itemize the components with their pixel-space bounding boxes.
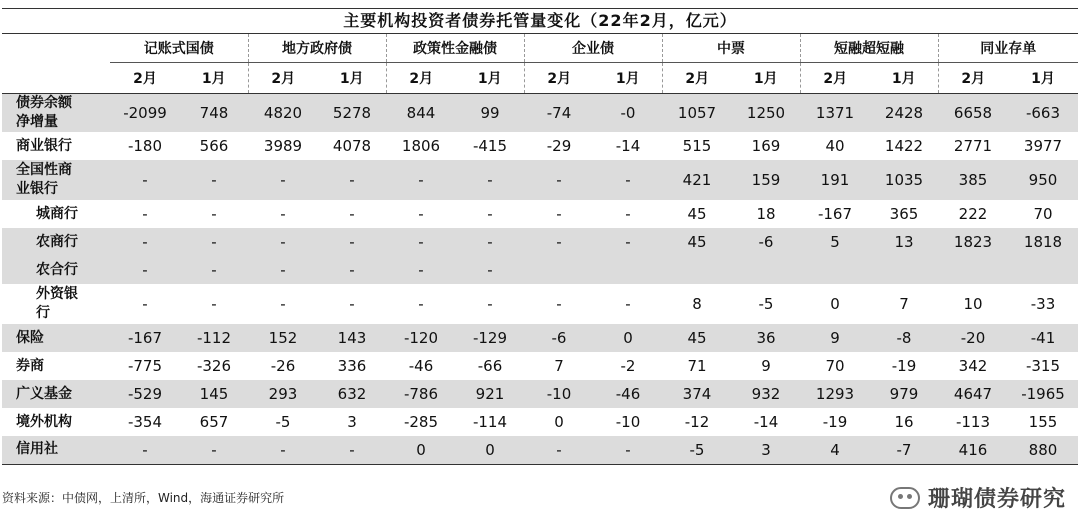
table-cell: -315 bbox=[1025, 357, 1061, 375]
table-cell: 7 bbox=[899, 295, 909, 313]
table-cell: -8 bbox=[870, 324, 938, 352]
group-header: 地方政府债 bbox=[248, 34, 386, 63]
table-row bbox=[2, 160, 1078, 200]
table-cell: 880 bbox=[1008, 436, 1078, 464]
row-label: 外资银行 bbox=[36, 286, 78, 321]
month-header: 2月 bbox=[800, 63, 870, 94]
table-cell: - bbox=[487, 205, 493, 223]
table-cell: - bbox=[211, 295, 217, 313]
table-cell: 4 bbox=[800, 436, 870, 464]
table-cell: -10 bbox=[615, 413, 641, 431]
table-cell: - bbox=[594, 436, 662, 464]
month-header: 1月 bbox=[732, 63, 800, 94]
table-cell: -33 bbox=[1030, 295, 1056, 313]
table-cell: 70 bbox=[1033, 205, 1053, 223]
table-cell: 143 bbox=[318, 324, 386, 352]
table-cell: -20 bbox=[938, 324, 1008, 352]
table-cell: 159 bbox=[732, 160, 800, 200]
row-label: 城商行 bbox=[36, 205, 78, 222]
row-label: 境外机构 bbox=[16, 413, 72, 430]
group-header: 短融超短融 bbox=[800, 34, 938, 63]
table-cell: 8 bbox=[692, 295, 702, 313]
corner-cell bbox=[2, 34, 110, 63]
table-cell: - bbox=[386, 160, 456, 200]
table-cell: 71 bbox=[687, 357, 707, 375]
table-title: 主要机构投资者债券托管量变化（22年2月，亿元） bbox=[2, 8, 1078, 34]
watermark-text: 珊瑚债券研究 bbox=[927, 487, 1066, 512]
group-header: 中票 bbox=[662, 34, 800, 63]
table-cell bbox=[938, 256, 1008, 284]
table-cell: - bbox=[180, 228, 248, 256]
table-cell: 3977 bbox=[1023, 137, 1063, 155]
table-cell: 0 bbox=[830, 295, 840, 313]
table-cell: -5 bbox=[275, 413, 291, 431]
wechat-icon bbox=[890, 487, 920, 509]
table-cell: -354 bbox=[127, 413, 163, 431]
table-cell: - bbox=[318, 228, 386, 256]
table-cell: 9 bbox=[800, 324, 870, 352]
table-cell: -129 bbox=[456, 324, 524, 352]
table-cell: - bbox=[318, 160, 386, 200]
table-cell: 365 bbox=[889, 205, 919, 223]
row-label: 券商 bbox=[16, 357, 44, 374]
table-cell: 4647 bbox=[938, 380, 1008, 408]
table-cell: - bbox=[110, 436, 180, 464]
table-cell: - bbox=[594, 160, 662, 200]
table-cell: 36 bbox=[732, 324, 800, 352]
table-row bbox=[2, 436, 1078, 464]
table-row bbox=[2, 256, 1078, 284]
table-row bbox=[2, 380, 1078, 408]
table-cell: 0 bbox=[386, 436, 456, 464]
table-cell: - bbox=[349, 205, 355, 223]
table-cell: - bbox=[625, 295, 631, 313]
table-cell: - bbox=[248, 228, 318, 256]
month-header: 2月 bbox=[110, 63, 180, 94]
table-cell: 145 bbox=[180, 380, 248, 408]
table-cell: 1035 bbox=[870, 160, 938, 200]
table-cell: - bbox=[318, 436, 386, 464]
table-cell: - bbox=[418, 205, 424, 223]
table-row bbox=[2, 324, 1078, 352]
watermark bbox=[890, 482, 1066, 513]
table-cell: 0 bbox=[456, 436, 524, 464]
table-cell: -285 bbox=[403, 413, 439, 431]
table-cell: -26 bbox=[270, 357, 296, 375]
row-label: 信用社 bbox=[2, 436, 110, 464]
table-row bbox=[2, 200, 1078, 228]
table-cell: 1818 bbox=[1008, 228, 1078, 256]
table-cell: 566 bbox=[199, 137, 229, 155]
row-label: 广义基金 bbox=[2, 380, 110, 408]
table-cell: - bbox=[142, 295, 148, 313]
table-cell: 421 bbox=[662, 160, 732, 200]
table-cell: 10 bbox=[963, 295, 983, 313]
table-cell: 152 bbox=[248, 324, 318, 352]
table-row bbox=[2, 284, 1078, 324]
month-header: 1月 bbox=[456, 63, 524, 94]
table-cell: -112 bbox=[180, 324, 248, 352]
table-cell: 844 bbox=[386, 94, 456, 133]
group-header: 企业债 bbox=[524, 34, 662, 63]
table-cell: 374 bbox=[662, 380, 732, 408]
table-cell: -5 bbox=[758, 295, 774, 313]
table-cell: - bbox=[524, 436, 594, 464]
table-cell: 1823 bbox=[938, 228, 1008, 256]
table-cell: 40 bbox=[825, 137, 845, 155]
table-cell: 2428 bbox=[870, 94, 938, 133]
table-row bbox=[2, 408, 1078, 436]
table-row bbox=[2, 228, 1078, 256]
month-header: 1月 bbox=[594, 63, 662, 94]
table-cell: - bbox=[180, 256, 248, 284]
table-cell: - bbox=[625, 205, 631, 223]
table-cell: 169 bbox=[751, 137, 781, 155]
table-cell: 4820 bbox=[248, 94, 318, 133]
table-cell: - bbox=[386, 256, 456, 284]
table-cell bbox=[732, 256, 800, 284]
table-cell: -167 bbox=[110, 324, 180, 352]
table-cell: 748 bbox=[180, 94, 248, 133]
table-cell: - bbox=[142, 205, 148, 223]
table-cell bbox=[594, 256, 662, 284]
row-label: 农合行 bbox=[2, 256, 110, 284]
month-header: 2月 bbox=[248, 63, 318, 94]
table-cell: 3 bbox=[732, 436, 800, 464]
table-cell: - bbox=[110, 160, 180, 200]
table-cell: 70 bbox=[825, 357, 845, 375]
group-header: 同业存单 bbox=[938, 34, 1078, 63]
table-cell: 342 bbox=[958, 357, 988, 375]
row-label: 全国性商业银行 bbox=[2, 160, 110, 200]
table-cell: -41 bbox=[1008, 324, 1078, 352]
table-cell: 0 bbox=[554, 413, 564, 431]
table-cell: -14 bbox=[615, 137, 641, 155]
month-header: 2月 bbox=[938, 63, 1008, 94]
table-cell: 293 bbox=[248, 380, 318, 408]
table-cell: -0 bbox=[594, 94, 662, 133]
table-cell: -5 bbox=[662, 436, 732, 464]
table-cell: -6 bbox=[732, 228, 800, 256]
table-cell bbox=[800, 256, 870, 284]
table-cell: -29 bbox=[546, 137, 572, 155]
table-cell: -1965 bbox=[1008, 380, 1078, 408]
table-cell: 99 bbox=[456, 94, 524, 133]
table-cell: 950 bbox=[1008, 160, 1078, 200]
table-cell: 385 bbox=[938, 160, 1008, 200]
table-cell: 336 bbox=[337, 357, 367, 375]
table-cell: -663 bbox=[1008, 94, 1078, 133]
table-cell: - bbox=[487, 295, 493, 313]
table-cell: - bbox=[524, 160, 594, 200]
table-cell: - bbox=[248, 256, 318, 284]
group-header: 记账式国债 bbox=[110, 34, 248, 63]
month-header: 2月 bbox=[386, 63, 456, 94]
table-cell: - bbox=[280, 205, 286, 223]
table-cell: - bbox=[349, 295, 355, 313]
row-label: 保险 bbox=[2, 324, 110, 352]
table-cell: -12 bbox=[684, 413, 710, 431]
table-cell: 45 bbox=[687, 205, 707, 223]
table-cell: - bbox=[248, 436, 318, 464]
table-row bbox=[2, 94, 1078, 133]
table-cell: 1422 bbox=[884, 137, 924, 155]
table-cell: 7 bbox=[554, 357, 564, 375]
table-cell: 657 bbox=[199, 413, 229, 431]
table-cell: -120 bbox=[386, 324, 456, 352]
table-cell: 416 bbox=[938, 436, 1008, 464]
table-cell: -6 bbox=[524, 324, 594, 352]
table-cell: - bbox=[556, 295, 562, 313]
row-label: 商业银行 bbox=[16, 137, 72, 154]
month-header: 1月 bbox=[1008, 63, 1078, 94]
table-cell: 45 bbox=[662, 324, 732, 352]
corner-cell-2 bbox=[2, 63, 110, 94]
table-cell: - bbox=[110, 228, 180, 256]
table-cell: - bbox=[418, 295, 424, 313]
table-cell: -19 bbox=[891, 357, 917, 375]
table-cell bbox=[870, 256, 938, 284]
table-cell: - bbox=[211, 205, 217, 223]
table-cell: -7 bbox=[870, 436, 938, 464]
table-cell: 2771 bbox=[953, 137, 993, 155]
table-cell: 155 bbox=[1028, 413, 1058, 431]
table-cell: 1057 bbox=[662, 94, 732, 133]
table-cell: 921 bbox=[456, 380, 524, 408]
table-cell: -114 bbox=[472, 413, 508, 431]
table-cell: -14 bbox=[753, 413, 779, 431]
table-cell: - bbox=[280, 295, 286, 313]
table-cell: -2 bbox=[620, 357, 636, 375]
table-cell: 3 bbox=[347, 413, 357, 431]
table-row bbox=[2, 132, 1078, 160]
custody-table bbox=[2, 34, 1078, 465]
table-cell: - bbox=[248, 160, 318, 200]
table-cell: 932 bbox=[732, 380, 800, 408]
table-cell: - bbox=[180, 160, 248, 200]
table-cell: -74 bbox=[524, 94, 594, 133]
table-cell: 0 bbox=[594, 324, 662, 352]
table-cell: - bbox=[180, 436, 248, 464]
table-cell: - bbox=[456, 256, 524, 284]
table-cell: - bbox=[110, 256, 180, 284]
table-row bbox=[2, 352, 1078, 380]
month-header: 2月 bbox=[524, 63, 594, 94]
table-cell: 191 bbox=[800, 160, 870, 200]
table-cell: -326 bbox=[196, 357, 232, 375]
table-cell bbox=[662, 256, 732, 284]
table-cell: 1293 bbox=[800, 380, 870, 408]
table-cell: -786 bbox=[386, 380, 456, 408]
month-header: 1月 bbox=[318, 63, 386, 94]
table-cell: - bbox=[386, 228, 456, 256]
table-cell: -113 bbox=[955, 413, 991, 431]
table-cell: -10 bbox=[524, 380, 594, 408]
table-cell: -180 bbox=[127, 137, 163, 155]
source-note: 资料来源：中债网，上清所，Wind，海通证券研究所 bbox=[2, 491, 285, 505]
table-cell: -19 bbox=[822, 413, 848, 431]
table-cell: - bbox=[594, 228, 662, 256]
table-cell bbox=[524, 256, 594, 284]
table-cell: 45 bbox=[662, 228, 732, 256]
month-header: 2月 bbox=[662, 63, 732, 94]
table-cell bbox=[1008, 256, 1078, 284]
table-cell: 9 bbox=[761, 357, 771, 375]
table-cell: -46 bbox=[594, 380, 662, 408]
table-cell: 1806 bbox=[401, 137, 441, 155]
table-cell: -46 bbox=[408, 357, 434, 375]
table-cell: 16 bbox=[894, 413, 914, 431]
table-cell: - bbox=[524, 228, 594, 256]
table-cell: -775 bbox=[127, 357, 163, 375]
table-cell: - bbox=[456, 228, 524, 256]
table-cell: 3989 bbox=[263, 137, 303, 155]
table-cell: 5 bbox=[800, 228, 870, 256]
table-cell: 222 bbox=[958, 205, 988, 223]
table-cell: 6658 bbox=[938, 94, 1008, 133]
month-header: 1月 bbox=[870, 63, 938, 94]
table-cell: -167 bbox=[817, 205, 853, 223]
table-cell: 1250 bbox=[732, 94, 800, 133]
table-cell: - bbox=[456, 160, 524, 200]
table-cell: - bbox=[318, 256, 386, 284]
table-cell: -529 bbox=[110, 380, 180, 408]
table-cell: 1371 bbox=[800, 94, 870, 133]
row-label: 农商行 bbox=[2, 228, 110, 256]
table-cell: -66 bbox=[477, 357, 503, 375]
table-cell: 5278 bbox=[318, 94, 386, 133]
group-header: 政策性金融债 bbox=[386, 34, 524, 63]
table-cell: 979 bbox=[870, 380, 938, 408]
table-container bbox=[2, 8, 1078, 465]
table-cell: -2099 bbox=[110, 94, 180, 133]
table-cell: - bbox=[556, 205, 562, 223]
table-cell: -415 bbox=[472, 137, 508, 155]
row-label: 债券余额净增量 bbox=[2, 94, 110, 133]
table-cell: 13 bbox=[870, 228, 938, 256]
table-cell: 515 bbox=[682, 137, 712, 155]
table-cell: 632 bbox=[318, 380, 386, 408]
table-cell: 18 bbox=[756, 205, 776, 223]
month-header: 1月 bbox=[180, 63, 248, 94]
table-cell: 4078 bbox=[332, 137, 372, 155]
